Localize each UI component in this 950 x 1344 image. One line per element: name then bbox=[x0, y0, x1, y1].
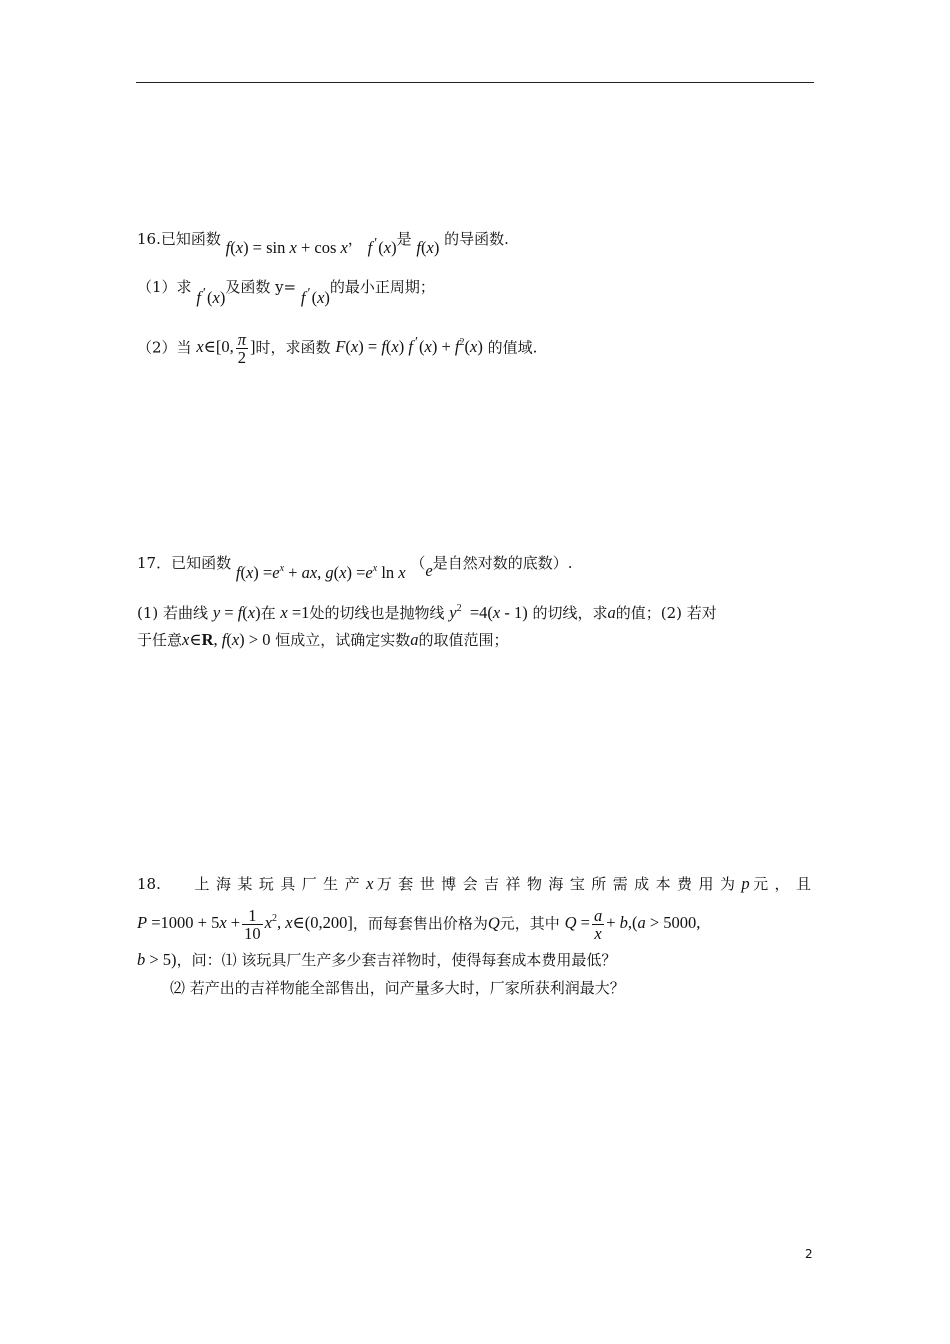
q18-Q-def: Q = $\frac{a}{x}$ + b,(a > 5000, bbox=[564, 906, 701, 943]
q18-x-label: x bbox=[366, 874, 374, 893]
q16-line1 bbox=[137, 228, 509, 257]
q17-p2-cond: x∈R, f(x) > 0 bbox=[182, 630, 271, 649]
q17-value-text: 的值；(2) 若对 bbox=[615, 604, 717, 622]
q16-part1 bbox=[137, 276, 435, 307]
q16-p2-mid: 时，求函数 bbox=[255, 338, 331, 357]
q17-a-label-2: a bbox=[410, 630, 419, 649]
q16-fprime-label: f ′(x) bbox=[367, 236, 397, 257]
q16-intro: 16.已知函数 bbox=[137, 230, 221, 248]
q17-e-desc: 是自然对数的底数）. bbox=[432, 554, 573, 572]
q17-line2 bbox=[137, 602, 717, 624]
q17-functions: $f(x) =e^x$ + ax, $g(x) =e^x$ ln x bbox=[235, 563, 406, 582]
q17-parabola: $y^2 =4(x - 1)$ bbox=[449, 603, 528, 622]
q18-Q-label: Q bbox=[487, 913, 500, 933]
q16-part2 bbox=[137, 331, 537, 366]
q18-line1 bbox=[137, 873, 814, 895]
q18-b-cond: b > 5) bbox=[137, 950, 177, 969]
q18-text5: 元，其中 bbox=[499, 914, 560, 933]
q18-line2 bbox=[137, 907, 700, 942]
q16-p1-fprime: f ′(x) bbox=[196, 286, 226, 307]
q17-p2-mid: 恒成立，试确定实数 bbox=[275, 631, 411, 649]
q17-line1 bbox=[137, 552, 573, 582]
q17-p2-suffix: 的取值范围； bbox=[418, 631, 509, 649]
q18-text4: ，而每套售出价格为 bbox=[352, 914, 488, 933]
q16-f-ref: f(x) bbox=[416, 238, 440, 257]
q16-comma: ， bbox=[347, 230, 363, 248]
q18-line3 bbox=[137, 949, 616, 971]
q17-paren-open: （ bbox=[410, 554, 426, 572]
q16-p1-prefix: （1）求 bbox=[137, 278, 192, 296]
q16-p2-suffix: 的值域. bbox=[487, 338, 538, 357]
q16-p2-F: F(x) = f(x) f $'(x) + f^2(x)$ bbox=[335, 335, 483, 357]
q17-p2-prefix: 于任意 bbox=[137, 631, 183, 649]
q16-p2-prefix: （2）当 bbox=[137, 338, 192, 357]
q17-tangent-text: 处的切线也是抛物线 bbox=[309, 604, 445, 622]
q16-p1-fprime-2: f ′(x) bbox=[300, 286, 330, 307]
q18-text2: 万套世博会吉祥物海宝所需成本费用为 bbox=[373, 875, 742, 893]
q16-is-text: 是 bbox=[396, 230, 412, 248]
page-number: 2 bbox=[805, 1247, 813, 1261]
q17-a-label: a bbox=[607, 603, 616, 622]
q18-text1: 上海某玩具厂生产 bbox=[194, 875, 367, 893]
q18-question2: ⑵ 若产出的吉祥物能全部售出，问产量多大时，厂家所获利润最大？ bbox=[170, 979, 625, 997]
q16-f-definition: f(x) = sin x + cos x bbox=[225, 238, 348, 257]
q16-derivative-text: 的导函数. bbox=[444, 230, 509, 248]
q17-p1-prefix: (1) 若曲线 bbox=[137, 604, 209, 622]
q16-p1-suffix: 的最小正周期； bbox=[329, 278, 435, 296]
header-rule bbox=[136, 82, 814, 83]
q18-p-label: p bbox=[741, 874, 750, 893]
q18-number: 18. bbox=[137, 875, 161, 893]
q16-p1-mid: 及函数 y= bbox=[225, 278, 297, 296]
q18-line4 bbox=[170, 977, 625, 999]
q17-tangent-suffix: 的切线，求 bbox=[532, 604, 608, 622]
q17-at-text: 在 bbox=[260, 604, 276, 622]
q17-line3 bbox=[137, 629, 509, 651]
q17-intro: 17．已知函数 bbox=[137, 554, 232, 572]
q17-x-eq: x =1 bbox=[280, 603, 310, 622]
q18-P-def: P =1000 + 5x + $\frac{1}{10}$ $x^2$, x∈(0,200] bbox=[137, 906, 353, 943]
q17-curve: y = f(x) bbox=[212, 603, 261, 622]
q17-e-label: e bbox=[425, 561, 433, 580]
q18-text3: 元，且 bbox=[749, 875, 814, 893]
q16-p2-interval: x∈[0, $\frac{\pi}{2}$ ] bbox=[196, 330, 256, 367]
q18-question1: ，问：⑴ 该玩具厂生产多少套吉祥物时，使得每套成本费用最低？ bbox=[176, 951, 617, 969]
